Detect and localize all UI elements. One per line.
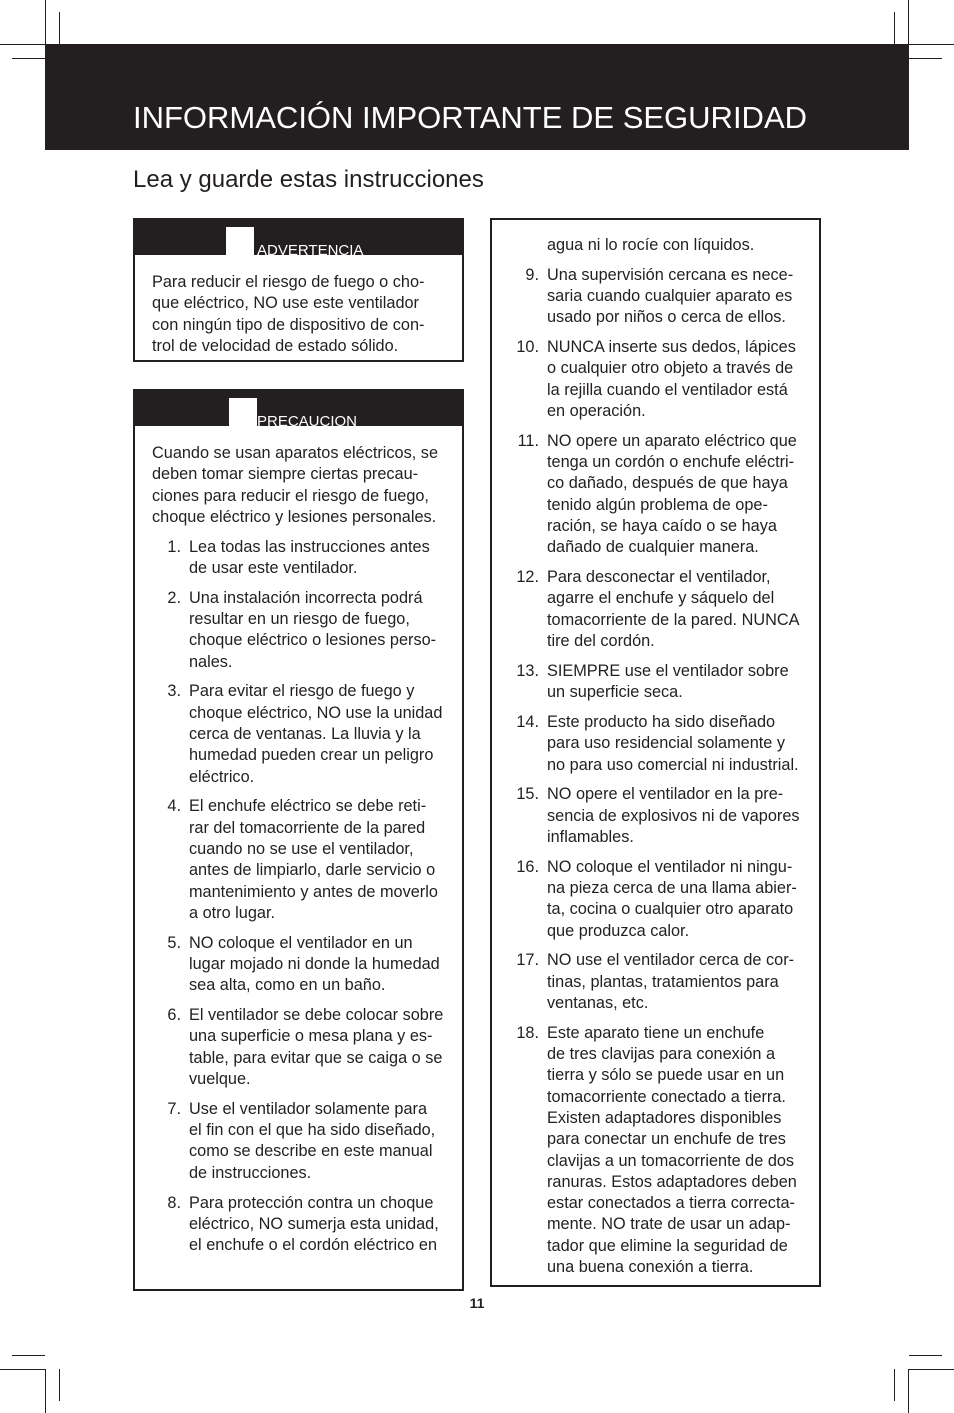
text-line: tinas, plantas, tratamientos para: [547, 972, 779, 991]
list-item: [167, 933, 462, 997]
list-item: [167, 681, 462, 787]
text-line: agua ni lo rocíe con líquidos.: [547, 236, 755, 254]
text-line: choque eléctrico, NO use la unidad: [189, 703, 443, 722]
text-line: co dañado, después de que haya: [547, 474, 788, 493]
text-line: NO coloque el ventilador ni ningu-: [547, 857, 793, 876]
text-line: nales.: [189, 652, 233, 671]
list-item-text: [547, 712, 819, 776]
text-line: eléctrico, NO sumerja esta unidad,: [189, 1214, 439, 1233]
text-line: Para reducir el riesgo de fuego o cho-: [152, 273, 425, 291]
caution-symbol-icon: [229, 398, 257, 426]
list-item-text: [189, 681, 462, 787]
text-line: de tres clavijas para conexión a: [547, 1045, 776, 1064]
crop-mark: [908, 1369, 909, 1413]
text-line: na pieza cerca de una llama abier-: [547, 879, 797, 898]
text-line: sea alta, como en un baño.: [189, 976, 386, 995]
list-item: [167, 537, 462, 580]
text-line: tenga un cordón o enchufe eléctri-: [547, 453, 795, 472]
text-line: Una supervisión cercana es nece-: [547, 265, 794, 284]
crop-mark: [45, 0, 46, 44]
text-line: el fin con el que ha sido diseñado,: [189, 1121, 436, 1140]
text-line: Use el ventilador solamente para: [189, 1099, 428, 1118]
list-item-number: 3.: [167, 682, 181, 701]
text-line: rar del tomacorriente de la pared: [189, 818, 426, 837]
text-line: Para protección contra un choque: [189, 1193, 434, 1212]
text-line: El ventilador se debe colocar sobre: [189, 1006, 444, 1025]
text-line: Lea todas las instrucciones antes: [189, 537, 430, 556]
text-line: a otro lugar.: [189, 903, 275, 922]
crop-mark: [59, 12, 60, 44]
warning-header: [135, 220, 462, 259]
text-line: ta, cocina o cualquier otro aparato: [547, 900, 794, 919]
text-line: en operación.: [547, 402, 646, 421]
list-item-text: [547, 950, 819, 1014]
list-item: [516, 712, 819, 776]
crop-mark: [59, 1369, 60, 1401]
text-line: mente. NO trate de usar un adap-: [547, 1215, 791, 1234]
caution-label: PRECAUCION: [257, 413, 358, 430]
text-line: mantenimiento y antes de moverlo: [189, 882, 438, 901]
list-item: [516, 337, 819, 422]
crop-mark: [909, 1369, 954, 1370]
list-item-number: 11.: [517, 431, 539, 450]
list-item-text: [189, 1005, 462, 1090]
list-item: [167, 588, 462, 673]
crop-mark: [45, 1369, 46, 1413]
text-line: tador que elimine la seguridad de: [547, 1236, 788, 1255]
list-item: [516, 1023, 819, 1279]
text-line: el enchufe o el cordón eléctrico en: [189, 1236, 437, 1255]
list-item-number: 4.: [167, 797, 181, 816]
list-item: [167, 1099, 462, 1184]
text-line: humedad pueden crear un peligro: [189, 746, 434, 765]
text-line: usado por niños o cerca de ellos.: [547, 308, 786, 327]
text-line: tomacorriente de la pared. NUNCA: [547, 610, 800, 629]
list-item: [517, 431, 819, 559]
text-line: como se describe en este manual: [189, 1142, 433, 1161]
list-item-number: 2.: [167, 588, 181, 607]
list-item-number: 15.: [516, 785, 539, 804]
list-item: [516, 661, 819, 704]
crop-mark: [12, 58, 45, 59]
list-item-number: 17.: [516, 951, 539, 970]
text-line: choque eléctrico y lesiones personales.: [152, 507, 437, 526]
text-line: El enchufe eléctrico se debe reti-: [189, 797, 427, 816]
text-line: table, para evitar que se caiga o se: [189, 1048, 443, 1067]
text-line: NO use el ventilador cerca de cor-: [547, 951, 795, 970]
text-line: antes de limpiarlo, darle servicio o: [189, 861, 436, 880]
list-item-text: [547, 1023, 819, 1279]
safety-list-continued-box: [490, 218, 821, 1287]
text-line: SIEMPRE use el ventilador sobre: [547, 661, 789, 680]
list-item-text: [547, 661, 819, 704]
text-line: trol de velocidad de estado sólido.: [152, 336, 399, 355]
text-line: no para uso comercial ni industrial.: [547, 755, 799, 774]
text-line: una buena conexión a tierra.: [547, 1258, 754, 1277]
caution-box: [133, 389, 464, 1291]
text-line: inflamables.: [547, 827, 634, 846]
text-line: que produzca calor.: [547, 921, 690, 940]
text-line: dañado de cualquier manera.: [547, 538, 759, 557]
crop-mark: [894, 12, 895, 44]
text-line: ventanas, etc.: [547, 994, 649, 1012]
list-item-text: [189, 1193, 462, 1257]
text-line: Una instalación incorrecta podrá: [189, 588, 423, 607]
text-line: estar conectados a tierra correcta-: [547, 1194, 795, 1213]
text-line: ciones para reducir el riesgo de fuego,: [152, 486, 429, 505]
list-item: [167, 1193, 462, 1257]
text-line: NO opere un aparato eléctrico que: [547, 431, 797, 450]
list-item-number: 16.: [516, 857, 539, 876]
list-item-number: 10.: [516, 338, 539, 357]
text-line: cuando no se use el ventilador,: [189, 840, 414, 859]
text-line: para conectar un enchufe de tres: [547, 1130, 786, 1149]
list-item-number: 9.: [525, 265, 539, 284]
text-line: agarre el enchufe y sáquelo del: [547, 589, 775, 608]
list-item-number: 18.: [516, 1023, 539, 1042]
text-line: saria cuando cualquier aparato es: [547, 287, 793, 306]
text-line: una superficie o mesa plana y es-: [189, 1027, 433, 1046]
list-item: [516, 784, 819, 848]
page-title: INFORMACIÓN IMPORTANTE DE SEGURIDAD: [133, 100, 808, 135]
crop-mark: [909, 1355, 942, 1356]
text-line: que eléctrico, NO use este ventilador: [152, 294, 419, 313]
caution-intro: [152, 443, 462, 528]
text-line: cerca de ventanas. La lluvia y la: [189, 725, 421, 744]
list-item-text: [547, 567, 819, 652]
text-line: para uso residencial solamente y: [547, 734, 786, 753]
list-item-number: 13.: [516, 661, 539, 680]
list-item: [167, 796, 462, 924]
list-item-text: [547, 337, 819, 422]
list-item-number: 7.: [167, 1099, 181, 1118]
list-item-text: [189, 1099, 462, 1184]
text-line: sencia de explosivos ni de vapores: [547, 806, 800, 825]
text-line: Este producto ha sido diseñado: [547, 712, 776, 731]
crop-mark: [908, 0, 909, 44]
text-line: lugar mojado ni donde la humedad: [189, 955, 440, 974]
warning-label: ADVERTENCIA: [257, 242, 364, 259]
text-line: tierra y sólo se puede usar en un: [547, 1066, 785, 1085]
header-banner: [45, 44, 909, 150]
page-subtitle: Lea y guarde estas instrucciones: [133, 166, 484, 193]
text-line: o cualquier otro objeto a través de: [547, 359, 794, 378]
list-item-text: [189, 537, 462, 580]
crop-mark: [0, 44, 45, 45]
text-line: Este aparato tiene un enchufe: [547, 1023, 765, 1042]
list-item-text: [547, 265, 819, 329]
list-item-number: 1.: [167, 537, 181, 556]
crop-mark: [894, 1369, 895, 1401]
text-line: vuelque.: [189, 1070, 251, 1089]
text-line: la rejilla cuando el ventilador está: [547, 380, 788, 399]
text-line: eléctrico.: [189, 767, 255, 786]
list-item-text: [547, 857, 819, 942]
list-item: [167, 1005, 462, 1090]
text-line: deben tomar siempre ciertas precau-: [152, 465, 419, 484]
safety-list-continued: [492, 220, 819, 1278]
text-line: un superficie seca.: [547, 683, 683, 702]
text-line: Para evitar el riesgo de fuego y: [189, 682, 415, 701]
list-item: [516, 950, 819, 1014]
text-line: clavijas a un tomacorriente de dos: [547, 1151, 795, 1170]
list-item: [516, 857, 819, 942]
list-item-text: [547, 784, 819, 848]
list-item-number: 6.: [167, 1006, 181, 1025]
text-line: de instrucciones.: [189, 1163, 312, 1182]
text-line: Para desconectar el ventilador,: [547, 568, 771, 587]
crop-mark: [909, 58, 942, 59]
crop-mark: [909, 44, 954, 45]
text-line: tenido algún problema de ope-: [547, 495, 768, 514]
list-item-text: [547, 431, 819, 559]
list-item-number: 8.: [167, 1193, 181, 1212]
text-line: de usar este ventilador.: [189, 558, 358, 577]
text-line: NUNCA inserte sus dedos, lápices: [547, 338, 796, 357]
caution-text: [135, 426, 462, 1256]
warning-box: [133, 218, 464, 362]
list-item-number: 14.: [516, 712, 539, 731]
text-line: tomacorriente conectado a tierra.: [547, 1087, 786, 1106]
text-line: choque eléctrico o lesiones perso-: [189, 631, 437, 650]
text-line: Cuando se usan aparatos eléctricos, se: [152, 444, 438, 462]
list-item-number: 12.: [516, 568, 539, 587]
crop-mark: [12, 1355, 45, 1356]
warning-symbol-icon: [226, 227, 254, 255]
safety-list-left: [152, 537, 462, 1257]
list-item-text: [189, 933, 462, 997]
safety-list-right: [516, 265, 819, 1279]
page-number: 11: [469, 1295, 485, 1311]
list-item-text: [189, 796, 462, 924]
list-item-text: [189, 588, 462, 673]
text-line: ranuras. Estos adaptadores deben: [547, 1172, 797, 1191]
list-item-number: 5.: [167, 933, 181, 952]
text-line: NO coloque el ventilador en un: [189, 933, 413, 952]
text-line: Existen adaptadores disponibles: [547, 1108, 782, 1127]
text-line: resultar en un riesgo de fuego,: [189, 610, 410, 629]
list-item: [516, 567, 819, 652]
list-item: [525, 265, 819, 329]
text-line: con ningún tipo de dispositivo de con-: [152, 315, 425, 334]
text-line: ración, se haya caído o se haya: [547, 517, 777, 536]
crop-mark: [0, 1369, 45, 1370]
text-line: tire del cordón.: [547, 632, 655, 651]
text-line: NO opere el ventilador en la pre-: [547, 785, 784, 804]
warning-text: [135, 255, 462, 357]
caution-header: [135, 391, 462, 430]
